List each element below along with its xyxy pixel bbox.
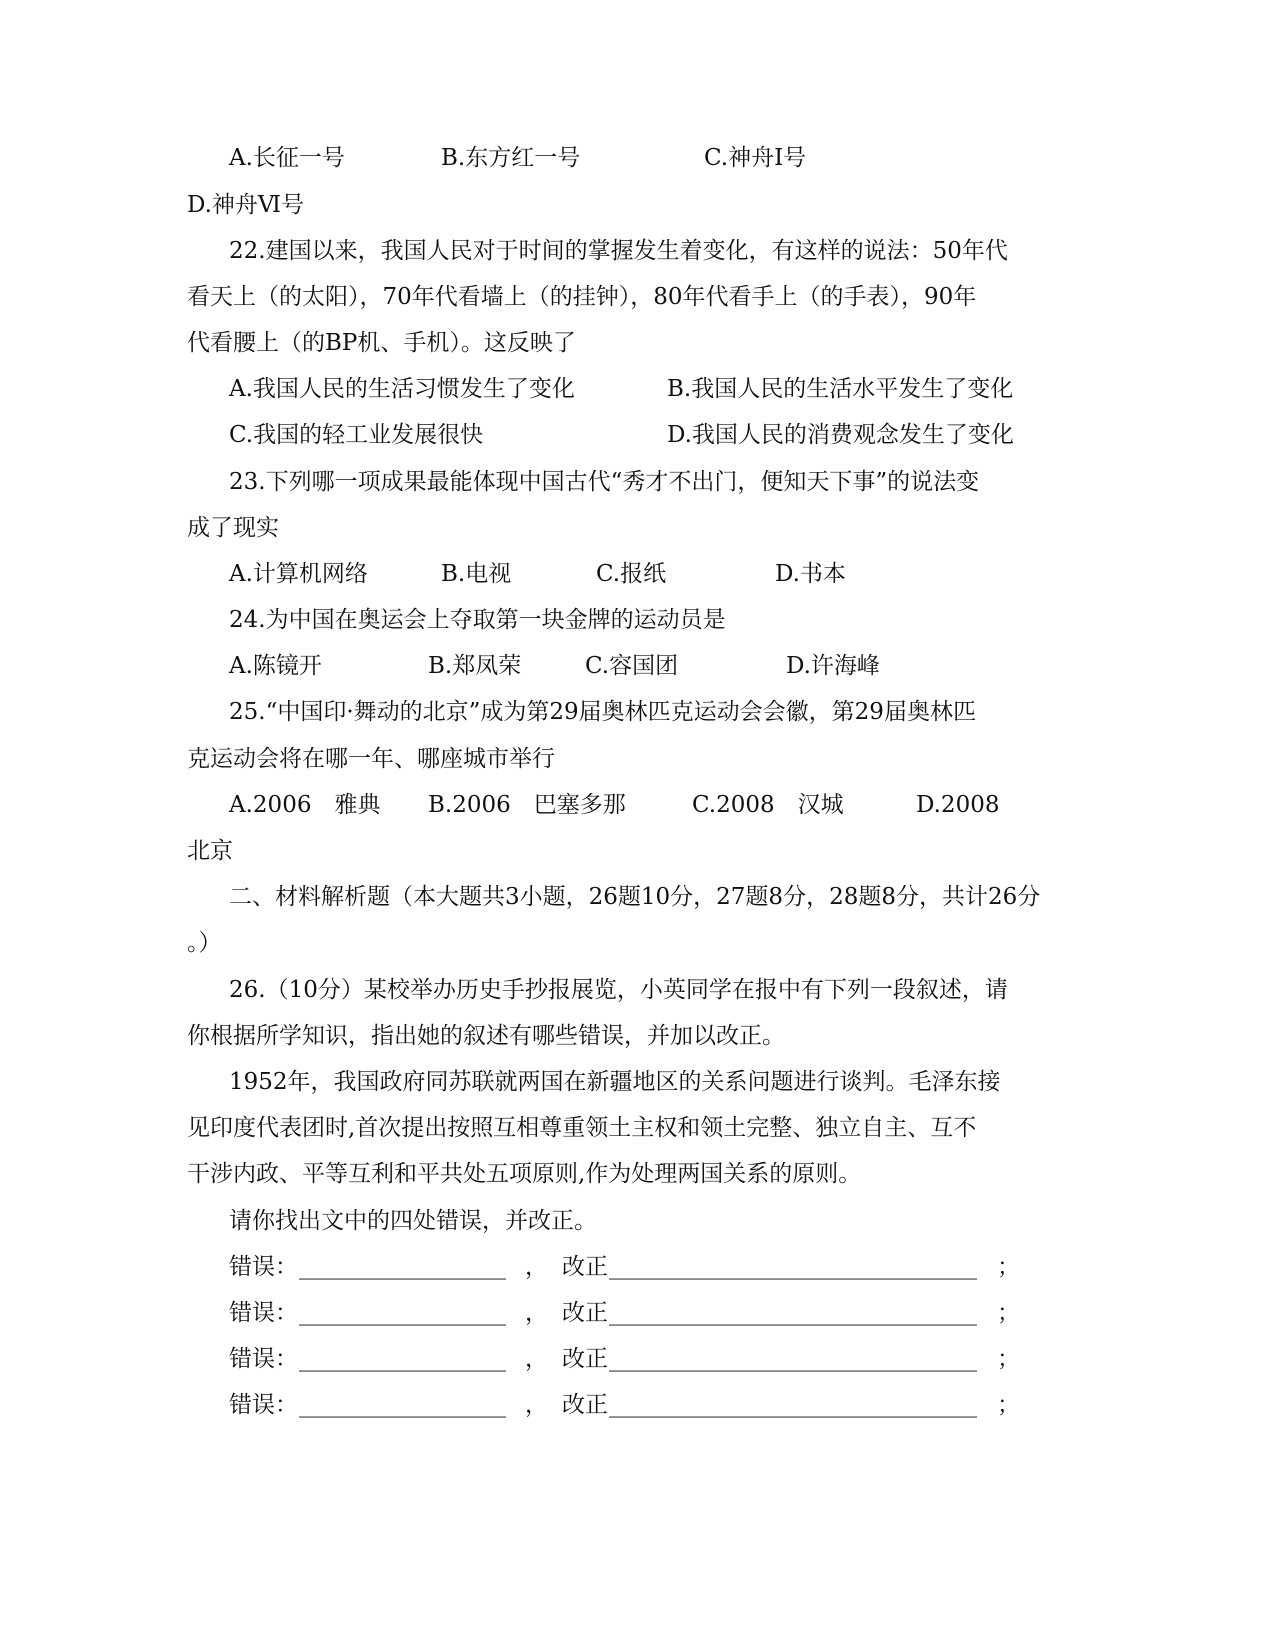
q23-option-a: A.计算机网络 [229,561,368,587]
q25-stem-line-1: 25.“中国印·舞动的北京”成为第29届奥林匹克运动会会徽，第29届奥林匹 [229,699,976,725]
row-end: ； [997,1300,1020,1326]
q22-option-a: A.我国人民的生活习惯发生了变化 [229,376,575,402]
section-2-heading-line-1: 二、材料解析题（本大题共3小题，26题10分，27题8分，28题8分，共计26分 [229,884,1041,910]
fix-blank[interactable]: ________________________________ [609,1300,977,1326]
q22-option-d: D.我国人民的消费观念发生了变化 [667,422,1014,448]
fix-blank[interactable]: ________________________________ [609,1346,977,1372]
q22-stem-line-3: 代看腰上（的BP机、手机）。这反映了 [187,330,576,356]
q25-stem-line-2: 克运动会将在哪一年、哪座城市举行 [187,746,555,772]
q25-option-d: D.2008 [916,792,1000,818]
q22-option-c: C.我国的轻工业发展很快 [229,422,484,448]
row-end: ； [997,1346,1020,1372]
error-label: 错误： [229,1254,298,1280]
fix-label: 改正 [562,1346,608,1372]
q25-option-b: B.2006 巴塞多那 [428,792,626,818]
section-2-heading-line-2: 。） [187,930,222,956]
comma: ， [525,1254,548,1280]
q26-material-line-1: 1952年，我国政府同苏联就两国在新疆地区的关系问题进行谈判。毛泽东接 [229,1069,1001,1095]
error-blank[interactable]: __________________ [299,1346,506,1372]
q24-option-c: C.容国团 [585,653,679,679]
q26-instruction: 请你找出文中的四处错误，并改正。 [229,1208,597,1234]
q21-option-c: C.神舟Ⅰ号 [704,145,807,171]
fix-label: 改正 [562,1392,608,1418]
q21-option-a: A.长征一号 [229,145,345,171]
error-blank[interactable]: __________________ [299,1254,506,1280]
q24-stem-line-1: 24.为中国在奥运会上夺取第一块金牌的运动员是 [229,607,726,633]
q25-option-a: A.2006 雅典 [229,792,381,818]
q25-option-d-continued: 北京 [187,838,233,864]
q23-stem-line-2: 成了现实 [187,515,279,541]
q26-material-line-3: 干涉内政、平等互利和平共处五项原则,作为处理两国关系的原则。 [187,1161,862,1187]
q22-option-b: B.我国人民的生活水平发生了变化 [667,376,1014,402]
q26-stem-line-2: 你根据所学知识，指出她的叙述有哪些错误，并加以改正。 [187,1023,785,1049]
q23-option-c: C.报纸 [596,561,667,587]
q22-stem-line-2: 看天上（的太阳），70年代看墙上（的挂钟），80年代看手上（的手表），90年 [187,284,977,310]
q26-stem-line-1: 26.（10分）某校举办历史手抄报展览，小英同学在报中有下列一段叙述，请 [229,977,1008,1003]
comma: ， [525,1346,548,1372]
q23-option-b: B.电视 [441,561,512,587]
fix-label: 改正 [562,1300,608,1326]
fix-blank[interactable]: ________________________________ [609,1254,977,1280]
q23-stem-line-1: 23.下列哪一项成果最能体现中国古代“秀才不出门，便知天下事”的说法变 [229,469,980,495]
q24-option-b: B.郑凤荣 [428,653,522,679]
q24-option-d: D.许海峰 [786,653,880,679]
error-blank[interactable]: __________________ [299,1300,506,1326]
row-end: ； [997,1254,1020,1280]
q22-stem-line-1: 22.建国以来，我国人民对于时间的掌握发生着变化，有这样的说法：50年代 [229,238,1008,264]
fix-blank[interactable]: ________________________________ [609,1392,977,1418]
q23-option-d: D.书本 [775,561,846,587]
q24-option-a: A.陈镜开 [229,653,322,679]
row-end: ； [997,1392,1020,1418]
fix-label: 改正 [562,1254,608,1280]
q25-option-c: C.2008 汉城 [692,792,844,818]
q21-option-d: D.神舟Ⅵ号 [187,192,305,218]
comma: ， [525,1300,548,1326]
error-label: 错误： [229,1346,298,1372]
comma: ， [525,1392,548,1418]
error-label: 错误： [229,1300,298,1326]
error-label: 错误： [229,1392,298,1418]
q21-option-b: B.东方红一号 [441,145,581,171]
error-blank[interactable]: __________________ [299,1392,506,1418]
q26-material-line-2: 见印度代表团时,首次提出按照互相尊重领土主权和领土完整、独立自主、互不 [187,1115,977,1141]
